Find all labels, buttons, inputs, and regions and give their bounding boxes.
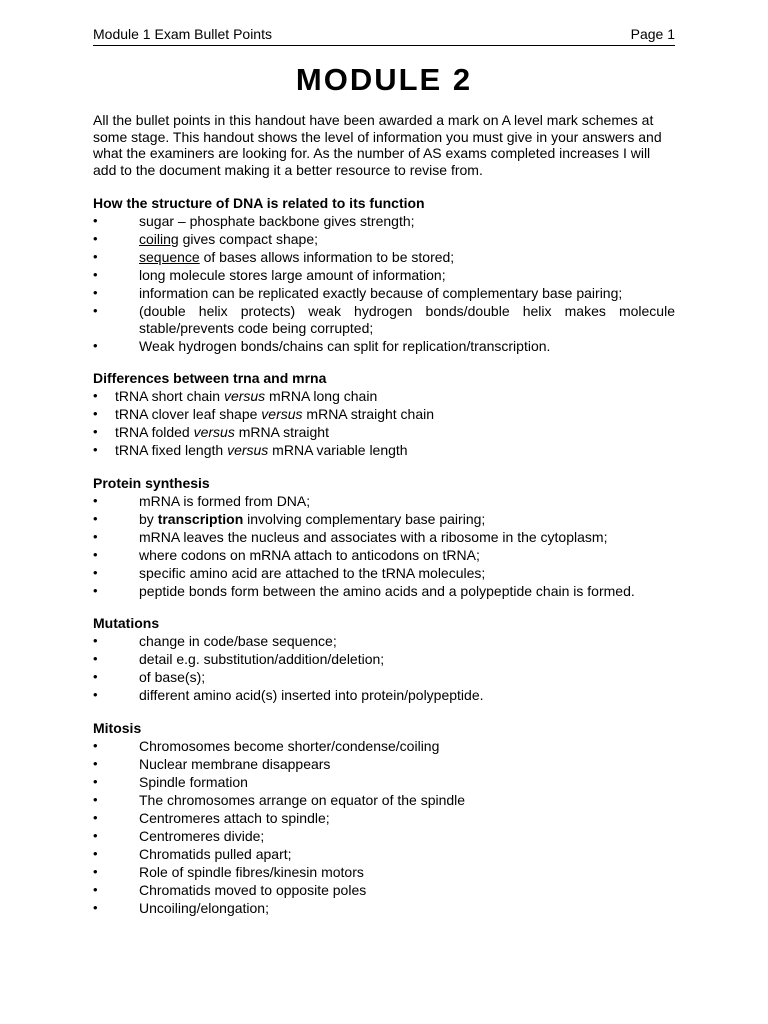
bullet-icon: •	[93, 528, 98, 544]
bullet-icon: •	[93, 267, 98, 282]
bullet-icon: •	[93, 651, 98, 666]
list-item: • Centromeres divide;	[93, 827, 265, 844]
bullet-icon: •	[93, 582, 98, 598]
bullet-icon: •	[93, 303, 98, 318]
list-item: • of base(s);	[93, 669, 206, 685]
bold-term: transcription	[157, 510, 244, 527]
list-item: • Chromatids pulled apart;	[93, 845, 292, 862]
section-trna-mrna	[93, 370, 675, 459]
list-item: • long molecule stores large amount of information;	[93, 267, 446, 283]
list-item: • tRNA fixed length versus mRNA variable length	[93, 442, 408, 458]
document-title: MODULE 2	[295, 62, 473, 97]
bullet-icon: •	[93, 406, 98, 421]
bullet-list	[93, 213, 675, 354]
list-item: • sugar – phosphate backbone gives strength;	[93, 213, 415, 229]
section-heading: Mitosis	[93, 719, 142, 736]
bullet-list	[93, 493, 675, 600]
bullet-icon: •	[93, 737, 98, 753]
list-item: • tRNA short chain versus mRNA long chain	[93, 388, 378, 404]
list-item: • Centromeres attach to spindle;	[93, 809, 330, 826]
section-mitosis	[93, 720, 675, 917]
list-item: • detail e.g. substitution/addition/deletion;	[93, 651, 385, 667]
page-number: Page 1	[630, 26, 675, 42]
section-mutations	[93, 615, 675, 704]
section-protein-synthesis	[93, 475, 675, 600]
list-item: • by transcription involving complementary base pairing;	[93, 510, 486, 527]
bullet-icon: •	[93, 424, 98, 439]
list-item: • Uncoiling/elongation;	[93, 899, 269, 916]
list-item: • Weak hydrogen bonds/chains can split for replication/transcription.	[93, 337, 551, 354]
list-item: • mRNA leaves the nucleus and associates with a ribosome in the cytoplasm;	[93, 528, 608, 545]
list-item: • tRNA folded versus mRNA straight	[93, 424, 329, 440]
bullet-icon: •	[93, 564, 98, 580]
section-heading: Differences between trna and mrna	[93, 370, 327, 386]
bullet-icon: •	[93, 669, 98, 684]
bullet-icon: •	[93, 863, 98, 879]
list-item: • information can be replicated exactly because of complementary base pairing;	[93, 285, 623, 301]
section-dna-structure	[93, 195, 675, 354]
bullet-icon: •	[93, 388, 98, 403]
bullet-icon: •	[93, 492, 98, 508]
underlined-term: sequence	[139, 249, 200, 265]
list-item: • Role of spindle fibres/kinesin motors	[93, 863, 364, 880]
list-item: • different amino acid(s) inserted into protein/polypeptide.	[93, 687, 484, 703]
section-heading: Protein synthesis	[93, 474, 210, 491]
bullet-icon: •	[93, 249, 98, 264]
header-title: Module 1 Exam Bullet Points	[93, 26, 272, 42]
bullet-icon: •	[93, 285, 98, 300]
bullet-icon: •	[93, 442, 98, 457]
list-item: • Nuclear membrane disappears	[93, 755, 331, 772]
bullet-list	[93, 738, 675, 917]
underlined-term: coiling	[139, 231, 179, 247]
bullet-list	[93, 633, 675, 704]
list-item: • where codons on mRNA attach to anticodons on tRNA;	[93, 546, 480, 563]
bullet-icon: •	[93, 845, 98, 861]
bullet-icon: •	[93, 881, 98, 897]
list-item: • Chromatids moved to opposite poles	[93, 881, 367, 898]
bullet-icon: •	[93, 633, 98, 648]
running-header	[93, 26, 675, 46]
bullet-icon: •	[93, 809, 98, 825]
list-item: • coiling gives compact shape;	[93, 231, 318, 247]
section-heading: Mutations	[93, 615, 160, 631]
bullet-icon: •	[93, 791, 98, 807]
list-item: • peptide bonds form between the amino acids and a polypeptide chain is formed.	[93, 582, 635, 599]
bullet-icon: •	[93, 687, 98, 702]
list-item: • mRNA is formed from DNA;	[93, 492, 311, 509]
intro-paragraph: All the bullet points in this handout have been awarded a mark on A level mark schemes at some stage. This handout shows the level of information you must give in your answers and what the examiners are looking for. As the number of AS exams completed increases I will add to the document making it a better resource to revise from.	[93, 112, 662, 178]
list-item: • Spindle formation	[93, 773, 248, 790]
document-page	[93, 26, 675, 932]
bullet-icon: •	[93, 510, 98, 526]
bullet-icon: •	[93, 337, 98, 353]
bullet-list	[93, 388, 675, 459]
list-item: • specific amino acid are attached to the tRNA molecules;	[93, 564, 486, 581]
bullet-icon: •	[93, 231, 98, 246]
list-item: • The chromosomes arrange on equator of the spindle	[93, 791, 466, 808]
bullet-icon: •	[93, 755, 98, 771]
bullet-icon: •	[93, 546, 98, 562]
bullet-icon: •	[93, 213, 98, 228]
list-item: • (double helix protects) weak hydrogen bonds/double helix makes molecule stable/prevents code being corrupted;	[93, 303, 675, 336]
list-item: • sequence of bases allows information to be stored;	[93, 249, 455, 265]
list-item: • change in code/base sequence;	[93, 633, 337, 649]
bullet-icon: •	[93, 827, 98, 843]
list-item: • tRNA clover leaf shape versus mRNA straight chain	[93, 406, 435, 422]
section-heading: How the structure of DNA is related to its function	[93, 195, 425, 211]
bullet-icon: •	[93, 773, 98, 789]
list-item: • Chromosomes become shorter/condense/coiling	[93, 737, 440, 754]
bullet-icon: •	[93, 899, 98, 915]
